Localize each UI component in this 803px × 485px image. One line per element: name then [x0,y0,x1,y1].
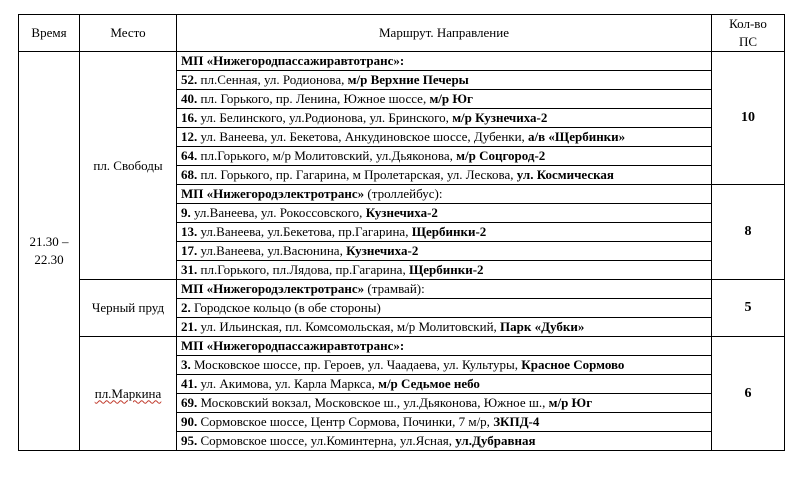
route-12: 12. ул. Ванеева, ул. Бекетова, Анкудиновское шоссе, Дубенки, а/в «Щербинки» [177,128,712,147]
route-16: 16. ул. Белинского, ул.Родионова, ул. Бринского, м/р Кузнечиха-2 [177,109,712,128]
route-tr21: 21. ул. Ильинская, пл. Комсомольская, м/р Молитовский, Парк «Дубки» [177,318,712,337]
place-markina: пл.Маркина [80,337,177,451]
route-40: 40. пл. Горького, пр. Ленина, Южное шоссе, м/р Юг [177,90,712,109]
route-64: 64. пл.Горького, м/р Молитовский, ул.Дьяконова, м/р Соцгород-2 [177,147,712,166]
operator-heading: МП «Нижегородпассажиравтотранс»: [177,52,712,71]
route-t31: 31. пл.Горького, пл.Лядова, пр.Гагарина, Щербинки-2 [177,261,712,280]
header-count-line1: Кол-во [729,16,767,31]
schedule-table [18,14,785,451]
route-t17: 17. ул.Ванеева, ул.Васюнина, Кузнечиха-2 [177,242,712,261]
table-row [19,280,785,299]
route-b95: 95. Сормовское шоссе, ул.Коминтерна, ул.Ясная, ул.Дубравная [177,432,712,451]
route-tr2: 2. Городское кольцо (в обе стороны) [177,299,712,318]
count-cell: 8 [712,185,785,280]
route-b3: 3. Московское шоссе, пр. Героев, ул. Чаадаева, ул. Культуры, Красное Сормово [177,356,712,375]
table-row [19,52,785,71]
operator-heading: МП «Нижегородпассажиравтотранс»: [177,337,712,356]
table-row [19,337,785,356]
header-count-line2: ПС [738,34,758,49]
operator-heading: МП «Нижегородэлектротранс» (троллейбус): [177,185,712,204]
header-row [19,15,785,52]
count-cell: 10 [712,52,785,185]
header-count [712,15,785,52]
header-place: Место [80,15,177,52]
time-line2: 22.30 [34,252,64,267]
operator-heading: МП «Нижегородэлектротранс» (трамвай): [177,280,712,299]
route-b90: 90. Сормовское шоссе, Центр Сормова, Починки, 7 м/р, ЗКПД-4 [177,413,712,432]
count-cell: 5 [712,280,785,337]
route-b69: 69. Московский вокзал, Московское ш., ул.Дьяконова, Южное ш., м/р Юг [177,394,712,413]
route-b41: 41. ул. Акимова, ул. Карла Маркса, м/р Седьмое небо [177,375,712,394]
route-68: 68. пл. Горького, пр. Гагарина, м Пролетарская, ул. Лескова, ул. Космическая [177,166,712,185]
route-52: 52. пл.Сенная, ул. Родионова, м/р Верхние Печеры [177,71,712,90]
header-time: Время [19,15,80,52]
time-line1: 21.30 – [29,234,69,249]
header-route: Маршрут. Направление [177,15,712,52]
route-t9: 9. ул.Ванеева, ул. Рокоссовского, Кузнечиха-2 [177,204,712,223]
count-cell: 6 [712,337,785,451]
route-t13: 13. ул.Ванеева, ул.Бекетова, пр.Гагарина, Щербинки-2 [177,223,712,242]
time-cell [19,52,80,451]
place-svobody: пл. Свободы [80,52,177,280]
place-cherny: Черный пруд [80,280,177,337]
